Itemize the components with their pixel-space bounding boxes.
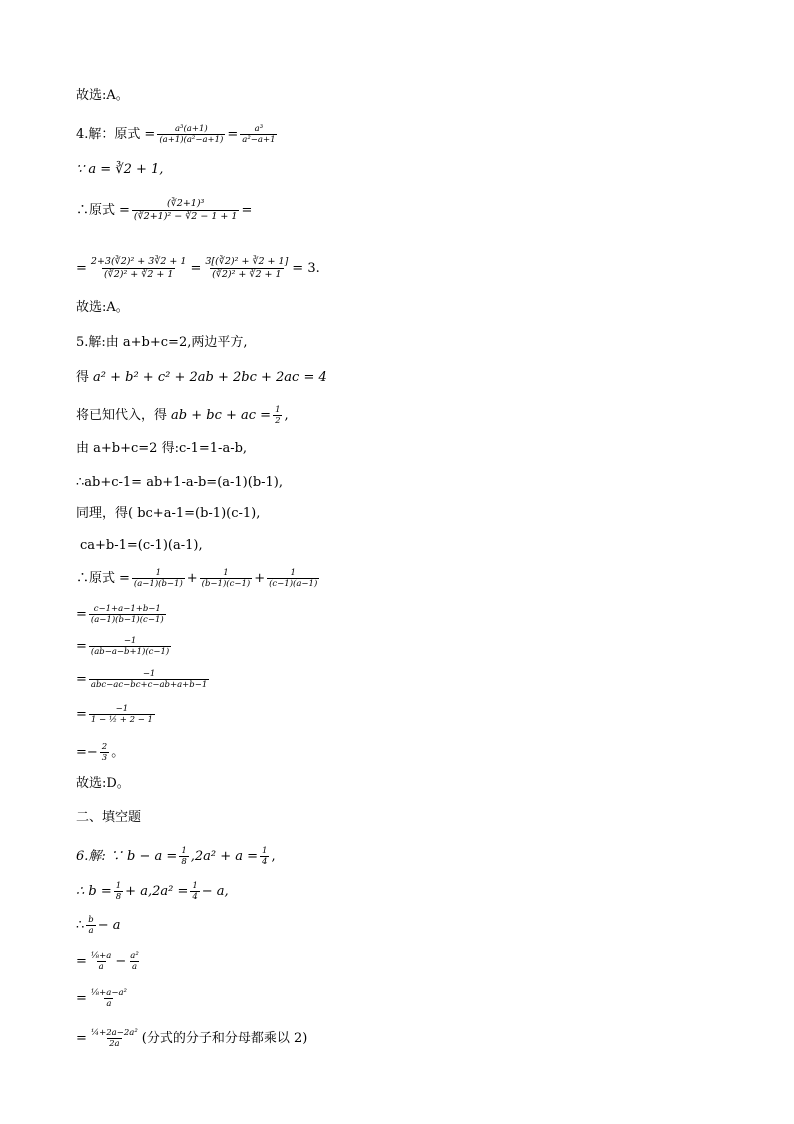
numerator: −1: [123, 636, 137, 646]
numerator: c−1+a−1+b−1: [93, 604, 161, 614]
math-text: ∴ b =: [76, 883, 112, 899]
text: = 3.: [292, 260, 320, 276]
line-answer-a-2: [76, 300, 129, 316]
denominator: (c−1)(a−1): [269, 579, 318, 589]
text: ,: [284, 407, 289, 423]
fraction: [179, 846, 188, 867]
denominator: (∛2+1)² − ∛2 − 1 + 1: [133, 211, 238, 222]
numerator: −1: [115, 704, 129, 714]
text: ∴: [76, 917, 85, 933]
math-text: 6.解: ∵ b − a =: [76, 848, 178, 864]
fraction: [89, 256, 189, 281]
fraction: [260, 846, 269, 867]
fraction: [157, 124, 225, 145]
line-q6-given: [76, 846, 276, 867]
fraction: [273, 405, 282, 426]
text: 由 a+b+c=2 得:c-1=1-a-b,: [76, 441, 248, 456]
fraction: [86, 915, 95, 936]
line-therefore-original: ∴原式 = $\frac{\text{(∛2+1)³}}{\text{(∛2+1)² − ∛2 − 1 + 1}}$ =: [76, 198, 253, 222]
math-text: ∵ a = ∛2 + 1,: [76, 162, 164, 177]
text: 故选:A。: [76, 300, 129, 315]
denominator: 2a: [109, 1039, 120, 1049]
denominator: (a−1)(b−1): [133, 579, 183, 589]
denominator: (a+1)(a²−a+1): [159, 135, 224, 145]
line-q6-step-2: = $\frac{\text{⅛+a−a²}}{a}$: [76, 988, 127, 1009]
numerator: 1: [223, 568, 229, 578]
denominator: (a−1)(b−1)(c−1): [90, 615, 164, 625]
denominator: a: [106, 999, 112, 1009]
line-q5-substitute: [76, 405, 289, 426]
numerator: 1: [115, 881, 122, 891]
numerator: ⅛+a: [90, 951, 112, 961]
line-q5-step-3: = −1 abc−ac−bc+c−ab+a+b−1: [76, 669, 208, 690]
line-q5-result: [76, 742, 124, 763]
denominator: a²−a+1: [242, 135, 276, 145]
fraction: [240, 124, 277, 145]
numerator: b: [88, 915, 94, 925]
fraction: [89, 704, 155, 725]
numerator: 1: [181, 846, 187, 856]
line-q5-start: [76, 335, 247, 351]
numerator: ¼+2a−2a²: [90, 1028, 138, 1038]
fraction: [203, 256, 290, 281]
numerator: (∛2+1)³: [167, 198, 205, 209]
denominator: (b−1)(c−1): [201, 579, 251, 589]
text: (分式的分子和分母都乘以 2): [141, 1030, 308, 1046]
denominator: 4: [262, 857, 268, 867]
numerator: 3[(∛2)² + ∛2 + 1]: [205, 256, 289, 267]
math-text: ,2a² + a =: [190, 848, 259, 864]
denominator: (ab−a−b+1)(c−1): [90, 647, 170, 657]
fraction: [114, 881, 123, 902]
denominator: 1 − ½ + 2 − 1: [90, 715, 153, 725]
text: ∴原式: [76, 202, 116, 218]
math-text: a² + b² + c² + 2ab + 2bc + 2ac = 4: [93, 370, 327, 385]
numerator: −1: [142, 669, 156, 679]
line-q5-step-2: = $\frac{-1}{(ab-a-b+1)(c-1)}$: [76, 636, 170, 657]
line-q5-original: ∴原式 = $\frac{1}{(a-1)(b-1)}$ + $\frac{1}{(b-1)(c-1)}$ + $\frac{1}{(c-1)(a-1)}$: [76, 568, 318, 589]
text: =: [241, 202, 253, 218]
denominator: 2: [275, 416, 281, 426]
fraction: [200, 568, 253, 589]
line-q4-original: 4.解：原式 = $\frac{\text{a³(a+1)}}{\text{(a+1)(a²−a+1)}}$ = $\frac{\text{a³}}{\text{a²−a+1}}$: [76, 124, 276, 145]
fraction: [89, 1028, 140, 1049]
fraction: [132, 198, 240, 223]
line-q5-factor-2: [76, 506, 260, 522]
math-text: − a,: [201, 883, 229, 899]
fraction: [89, 951, 113, 972]
fraction: [89, 988, 129, 1009]
text: 5.解:由 a+b+c=2,两边平方,: [76, 335, 248, 350]
text: 得: [76, 370, 90, 385]
text: ca+b-1=(c-1)(a-1),: [80, 538, 203, 553]
section-heading-fill-blank: [76, 810, 141, 826]
line-q5-step-4: = $\frac{-1}{\text{1 − ½ + 2 − 1}}$: [76, 704, 153, 725]
denominator: 4: [192, 892, 198, 902]
line-answer-d: [76, 776, 130, 792]
numerator: 1: [290, 568, 296, 578]
text: 4.解：原式: [76, 126, 141, 142]
denominator: (∛2)² + ∛2 + 1: [212, 269, 282, 280]
text: 故选:D。: [76, 776, 130, 791]
math-text: + a,2a² =: [125, 883, 189, 899]
fraction: [89, 636, 171, 657]
text: =−: [76, 744, 98, 760]
fraction: [190, 881, 199, 902]
fraction: [100, 742, 109, 763]
denominator: a: [88, 926, 94, 936]
line-because-a: [76, 162, 163, 178]
text: ∴ab+c-1= ab+1-a-b=(a-1)(b-1),: [76, 475, 284, 490]
text: ,: [271, 848, 276, 864]
line-q6-expr: [76, 915, 121, 936]
numerator: ⅛+a−a²: [90, 988, 127, 998]
fraction: [89, 604, 166, 625]
denominator: 3: [101, 753, 108, 763]
text: 将已知代入，得: [76, 407, 168, 423]
denominator: (∛2)² + ∛2 + 1: [103, 269, 174, 280]
line-q5-step-1: = $\frac{c-1+a-1+b-1}{(a-1)(b-1)(c-1)}$: [76, 604, 164, 625]
denominator: a: [131, 962, 138, 972]
line-q5-factor-1: [76, 475, 283, 491]
line-q5-factor-3: [80, 538, 203, 554]
line-answer-a-1: [76, 88, 129, 104]
denominator: 8: [115, 892, 122, 902]
math-text: − a: [97, 917, 121, 933]
line-q6-step-1: = $\frac{\text{⅛+a}}{a}$ − $\frac{\text{a²}}{a}$: [76, 951, 139, 972]
fraction: [89, 669, 209, 690]
numerator: a³: [254, 124, 264, 134]
fraction: [132, 568, 185, 589]
numerator: 2: [101, 742, 108, 752]
math-text: ab + bc + ac =: [171, 407, 272, 423]
text: ∴原式: [76, 570, 116, 586]
line-q5-c-minus-1: [76, 441, 247, 457]
text: 故选:A。: [76, 88, 129, 103]
numerator: 1: [155, 568, 162, 578]
fraction: [128, 951, 140, 972]
line-q6-step-3: = $\frac{\text{¼+2a−2a²}}{2a}$ (分式的分子和分母都乘以 2): [76, 1028, 308, 1049]
heading-text: 二、填空题: [76, 810, 142, 825]
numerator: 1: [262, 846, 268, 856]
denominator: abc−ac−bc+c−ab+a+b−1: [90, 680, 208, 690]
text: 同理，得( bc+a-1=(b-1)(c-1),: [76, 506, 261, 521]
denominator: 8: [181, 857, 187, 867]
denominator: a: [98, 962, 104, 972]
fraction: [267, 568, 319, 589]
line-q5-square: [76, 370, 327, 386]
numerator: 1: [275, 405, 281, 415]
numerator: 2+3(∛2)² + 3∛2 + 1: [90, 256, 187, 267]
numerator: 1: [192, 881, 198, 891]
numerator: a²: [130, 951, 139, 961]
text: 。: [111, 744, 125, 760]
numerator: a³(a+1): [174, 124, 208, 134]
line-q4-result: = $\frac{\text{2+3(∛2)² + 3∛2 + 1}}{\text{(∛2)² + ∛2 + 1}}$ = $\frac{\text{3[(∛2)² + ∛2 + 1]}}{\text{(∛2)² + ∛2 + 1}}$ = 3.: [76, 256, 320, 280]
line-q6-derive: [76, 881, 229, 902]
